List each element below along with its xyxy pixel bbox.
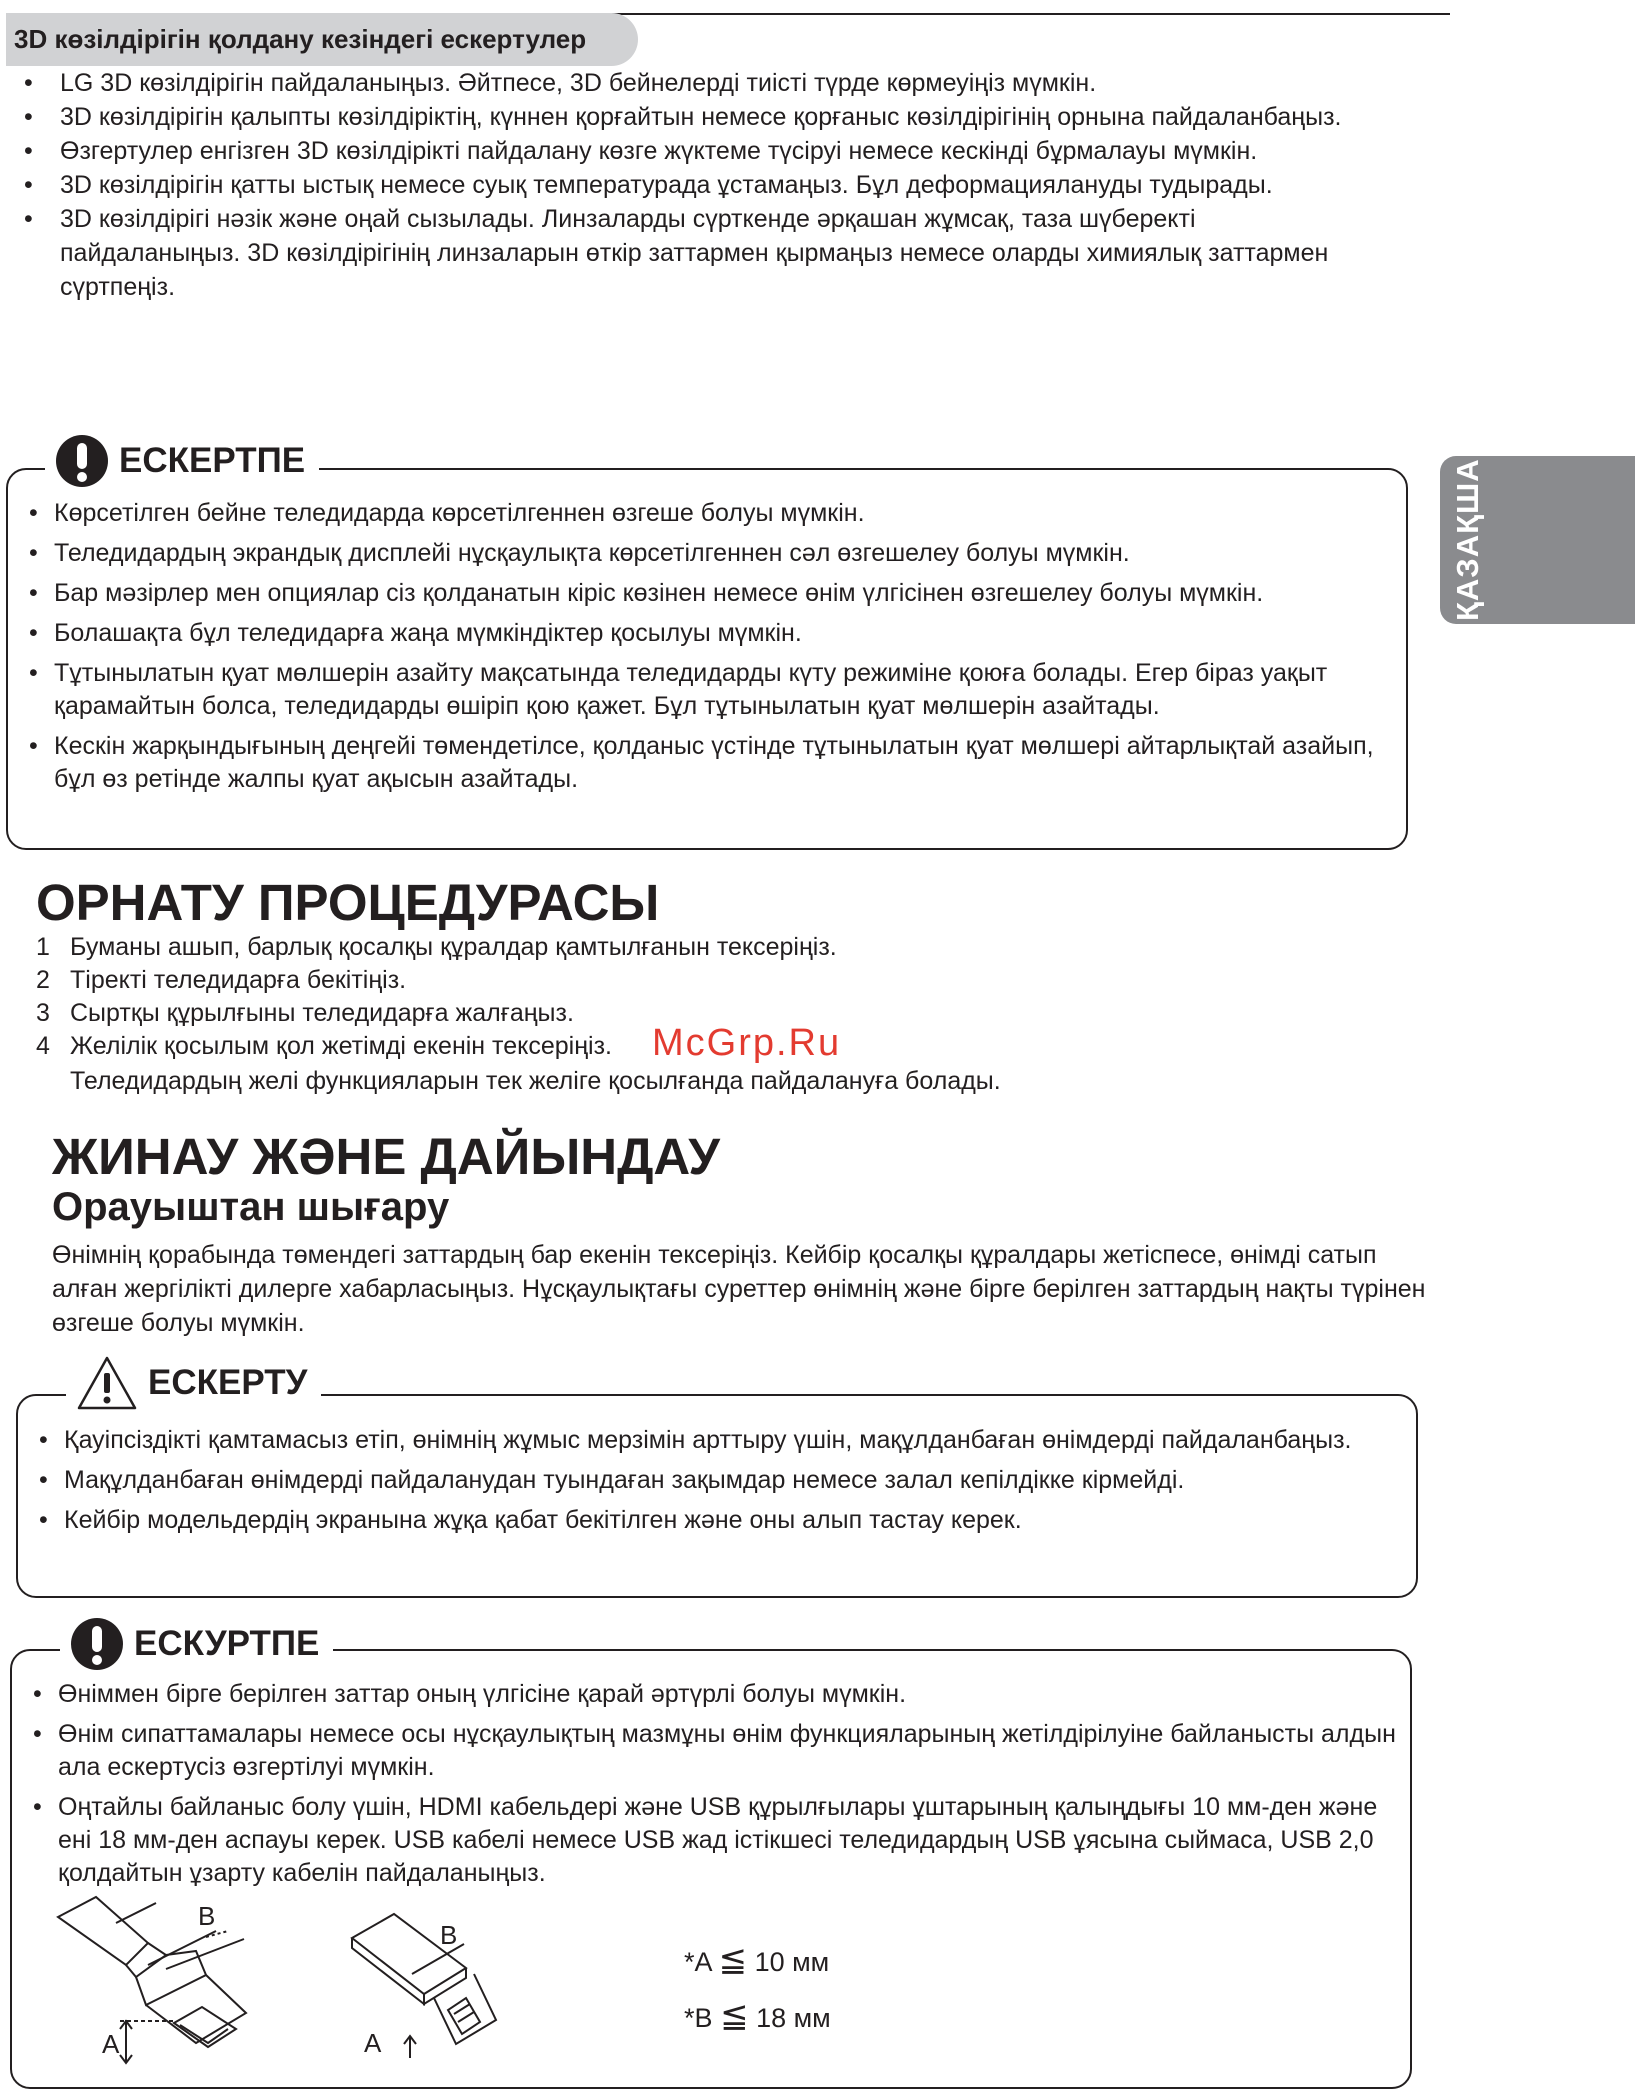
list-item: • Өніммен бірге берілген заттар оның үлгісіне қарай әртүрлі болуы мүмкін. [18, 1678, 1403, 1711]
warning-box-header [66, 1355, 321, 1411]
step-text: Желілік қосылым қол жетімді екенін тексеріңіз. [70, 1032, 612, 1060]
list-item: • Қауіпсіздікті қамтамасыз етіп, өнімнің жұмыс мерзімін арттыру үшін, мақұлданбаған өнімдерді пайдаланбаңыз. [24, 1424, 1404, 1457]
install-steps [36, 931, 1236, 1063]
intro-list [6, 66, 1366, 304]
exclamation-icon [70, 1617, 124, 1671]
unpacking-paragraph: Өнімнің қорабында төмендегі заттардың бар екенін тексеріңіз. Кейбір қосалқы құралдары жетіспесе, өнімді сатып алған жергілікті дилерге хабарласыңыз. Нұсқаулықтағы суреттер өнімнің және бірге берілген заттардың нақты түрінен өзгеше болуы мүмкін. [52, 1241, 1426, 1337]
dimension-a-spec [684, 1940, 829, 1980]
less-equal-symbol: ≦ [718, 1941, 748, 1979]
list-item: • 3D көзілдірігі нәзік және оңай сызылады. Линзаларды сүрткенде әрқашан жұмсақ, таза шүберекті пайдаланыңыз. 3D көзілдірігінің линзаларын өткір заттармен қырмаңыз немесе оларды химиялық заттармен сүртпеңіз. [6, 202, 1366, 304]
dimension-a-value: 10 мм [754, 1947, 830, 1977]
exclamation-icon [55, 434, 109, 488]
list-item: • LG 3D көзілдірігін пайдаланыңыз. Әйтпесе, 3D бейнелерді тиісті түрде көрмеуіңіз мүмкін. [6, 66, 1366, 100]
list-item: • Кескін жарқындығының деңгейі төмендетілсе, қолданыс үстінде тұтынылатын қуат мөлшері айтарлықтай азайып, бұл өз ретінде жалпы қуат ақысын азайтады. [14, 730, 1399, 796]
note-label: ЕСКЕРТПЕ [119, 441, 306, 480]
label-b: B [440, 1920, 458, 1950]
usb-stick-diagram [346, 1910, 526, 2060]
dimension-b-value: 18 мм [756, 2003, 831, 2033]
list-item: • Кейбір модельдердің экранына жұқа қабат бекітілген және оны алып тастау керек. [24, 1504, 1404, 1537]
warning-label: ЕСКЕРТУ [148, 1363, 308, 1402]
dimension-a-prefix: *A [684, 1947, 712, 1977]
section-header-title: 3D көзілдірігін қолдану кезіндегі ескертулер [14, 24, 587, 54]
watermark: McGrp.Ru [652, 1022, 842, 1064]
label-a: A [364, 2028, 382, 2058]
dimension-b-prefix: *B [684, 2003, 713, 2033]
step-item [36, 964, 1236, 997]
note-label: ЕСКУРТПЕ [134, 1624, 320, 1663]
unpacking-subtitle: Орауыштан шығару [52, 1185, 450, 1229]
warning-list [24, 1424, 1404, 1544]
note-box-header [45, 433, 319, 489]
step-number: 4 [36, 1032, 50, 1060]
list-item: • Мақұлданбаған өнімдерді пайдаланудан туындаған зақымдар немесе залал кепілдікке кірмейді. [24, 1464, 1404, 1497]
step-number: 3 [36, 999, 50, 1027]
dimension-b-spec [684, 1996, 831, 2036]
label-b: B [198, 1901, 216, 1931]
list-item: • Өзгертулер енгізген 3D көзілдірікті пайдалану көзге жүктеме түсіруі немесе кескінді бұрмалауы мүмкін. [6, 134, 1366, 168]
warning-triangle-icon [76, 1355, 138, 1411]
list-item: • Болашақта бұл теледидарға жаңа мүмкіндіктер қосылуы мүмкін. [14, 617, 1399, 650]
language-tab [1440, 456, 1635, 624]
step-item [36, 1030, 1236, 1063]
list-item: • 3D көзілдірігін қатты ыстық немесе суық температурада ұстамаңыз. Бұл деформациялануды тудырады. [6, 168, 1366, 202]
list-item: • 3D көзілдірігін қалыпты көзілдіріктің, күннен қорғайтын немесе қорғаныс көзілдірігінің орнына пайдаланбаңыз. [6, 100, 1366, 134]
step-text: Тіректі теледидарға бекітіңіз. [70, 966, 407, 994]
language-tab-label: ҚАЗАҚША [1450, 458, 1485, 622]
less-equal-symbol: ≦ [720, 1997, 749, 2035]
step-text: Буманы ашып, барлық қосалқы құралдар қамтылғанын тексеріңіз. [70, 933, 837, 961]
step-item [36, 997, 1236, 1030]
list-item: • Тұтынылатын қуат мөлшерін азайту мақсатында теледидарды күту режиміне қоюға болады. Егер біраз уақыт қарамайтын болса, теледидарды өшіріп қою қажет. Бұл тұтынылатын қуат мөлшерін азайтады. [14, 657, 1399, 723]
step-text: Сыртқы құрылғыны теледидарға жалғаңыз. [70, 999, 574, 1027]
note-box-2-header [60, 1616, 333, 1672]
step-number: 2 [36, 966, 50, 994]
step-number: 1 [36, 933, 50, 961]
list-item: • Бар мәзірлер мен опциялар сіз қолданатын кіріс көзінен немесе өнім үлгісінен өзгешелеу болуы мүмкін. [14, 577, 1399, 610]
section-header-pill [6, 13, 638, 66]
label-a: A [102, 2029, 120, 2059]
hdmi-connector-diagram [56, 1895, 276, 2065]
list-item: • Көрсетілген бейне теледидарда көрсетілгеннен өзгеше болуы мүмкін. [14, 497, 1399, 530]
step-item [36, 931, 1236, 964]
note-list-2 [18, 1678, 1403, 1897]
step-4-note: Теледидардың желі функцияларын тек желіге қосылғанда пайдалануға болады. [70, 1067, 1001, 1095]
list-item: • Өнім сипаттамалары немесе осы нұсқаулықтың мазмұны өнім функцияларының жетілдірілуіне байланысты алдын ала ескертусіз өзгертілуі мүмкін. [18, 1718, 1403, 1784]
list-item: • Теледидардың экрандық дисплейі нұсқаулықта көрсетілгеннен сәл өзгешелеу болуы мүмкін. [14, 537, 1399, 570]
install-title: ОРНАТУ ПРОЦЕДУРАСЫ [36, 874, 660, 931]
note-list [14, 497, 1399, 803]
assembly-title: ЖИНАУ ЖӘНЕ ДАЙЫНДАУ [52, 1128, 721, 1185]
list-item: • Оңтайлы байланыс болу үшін, HDMI кабельдері және USB құрылғылары ұштарының қалыңдығы 10 мм-ден және ені 18 мм-ден аспауы керек. USB кабелі немесе USB жад істікшесі теледидардың USB ұясына сыймаса, USB 2,0 қолдайтын ұзарту кабелін пайдаланыңыз. [18, 1791, 1403, 1890]
